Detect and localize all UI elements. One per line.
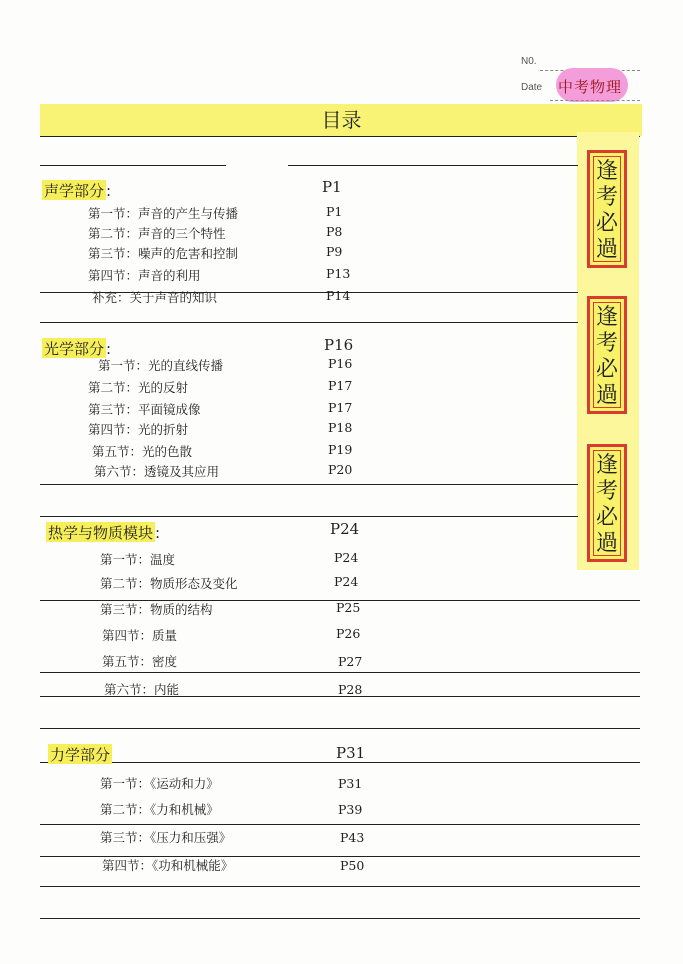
toc-entry: 第五节：密度 bbox=[102, 654, 178, 669]
toc-entry: 第一节：《运动和力》 bbox=[100, 776, 219, 791]
title-underline bbox=[40, 136, 640, 137]
toc-entry: 第二节：物质形态及变化 bbox=[100, 576, 238, 591]
ruled-line bbox=[288, 165, 578, 166]
toc-page: P17 bbox=[328, 378, 353, 393]
section-heading: 热学与物质模块 : bbox=[48, 524, 161, 542]
toc-entry: 第四节：声音的利用 bbox=[88, 268, 201, 283]
toc-page: P16 bbox=[328, 356, 353, 371]
toc-page: P50 bbox=[340, 858, 365, 873]
toc-page: P27 bbox=[338, 654, 363, 669]
toc-page: P8 bbox=[326, 224, 343, 239]
toc-entry: 第一节：温度 bbox=[100, 552, 176, 567]
toc-entry: 第二节：声音的三个特性 bbox=[88, 226, 226, 241]
stamp-seal: 逢 考 必 過 bbox=[587, 296, 627, 414]
toc-page: P24 bbox=[334, 574, 359, 589]
ruled-line bbox=[40, 672, 640, 673]
toc-entry: 第三节：《压力和压强》 bbox=[100, 830, 232, 845]
date-label: Date bbox=[521, 82, 543, 93]
stamp-seal: 逢 考 必 過 bbox=[587, 150, 627, 268]
toc-entry: 第三节：物质的结构 bbox=[100, 602, 213, 617]
ruled-line bbox=[40, 728, 640, 729]
toc-page: P26 bbox=[336, 626, 361, 641]
toc-entry: 第三节：平面镜成像 bbox=[88, 402, 201, 417]
toc-entry: 补充：关于声音的知识 bbox=[92, 290, 218, 305]
ruled-line bbox=[40, 886, 640, 887]
toc-entry: 第三节：噪声的危害和控制 bbox=[88, 246, 239, 261]
toc-page: P14 bbox=[326, 288, 351, 303]
section-page: P16 bbox=[324, 336, 354, 354]
toc-page: P9 bbox=[326, 244, 343, 259]
stamp-seal: 逢 考 必 過 bbox=[587, 444, 627, 562]
section-heading: 力学部分 bbox=[50, 746, 111, 764]
toc-page: P31 bbox=[338, 776, 363, 791]
section-page: P31 bbox=[336, 744, 366, 762]
toc-page: P1 bbox=[326, 204, 343, 219]
section-heading: 光学部分 : bbox=[44, 340, 112, 358]
toc-entry: 第一节：声音的产生与传播 bbox=[88, 206, 239, 221]
toc-entry: 第六节：透镜及其应用 bbox=[94, 464, 220, 479]
section-page: P1 bbox=[322, 178, 342, 196]
page-title: 目录 bbox=[321, 108, 362, 132]
toc-page: P24 bbox=[334, 550, 359, 565]
toc-page: P13 bbox=[326, 266, 351, 281]
toc-page: P18 bbox=[328, 420, 353, 435]
section-page: P24 bbox=[330, 520, 360, 538]
toc-page: P28 bbox=[338, 682, 363, 697]
ruled-line bbox=[40, 322, 578, 323]
section-heading: 声学部分 : bbox=[44, 182, 112, 200]
toc-page: P39 bbox=[338, 802, 363, 817]
ruled-line bbox=[40, 918, 640, 919]
toc-page: P43 bbox=[340, 830, 365, 845]
date-dotted-line bbox=[550, 100, 640, 101]
ruled-line bbox=[40, 762, 640, 763]
toc-entry: 第一节：光的直线传播 bbox=[98, 358, 224, 373]
toc-page: P19 bbox=[328, 442, 353, 457]
toc-page: P20 bbox=[328, 462, 353, 477]
no-label: N0. bbox=[521, 56, 537, 67]
toc-entry: 第二节：光的反射 bbox=[88, 380, 189, 395]
toc-entry: 第四节：质量 bbox=[102, 628, 178, 643]
toc-entry: 第六节：内能 bbox=[104, 682, 180, 697]
toc-page: P25 bbox=[336, 600, 361, 615]
toc-entry: 第二节：《力和机械》 bbox=[100, 802, 219, 817]
ruled-line bbox=[40, 484, 578, 485]
ruled-line bbox=[40, 165, 226, 166]
ruled-line bbox=[40, 516, 578, 517]
toc-entry: 第五节：光的色散 bbox=[92, 444, 193, 459]
toc-entry: 第四节：光的折射 bbox=[88, 422, 189, 437]
toc-page: P17 bbox=[328, 400, 353, 415]
date-value: 中考物理 bbox=[558, 78, 623, 96]
ruled-line bbox=[40, 824, 640, 825]
toc-entry: 第四节：《功和机械能》 bbox=[102, 858, 234, 873]
